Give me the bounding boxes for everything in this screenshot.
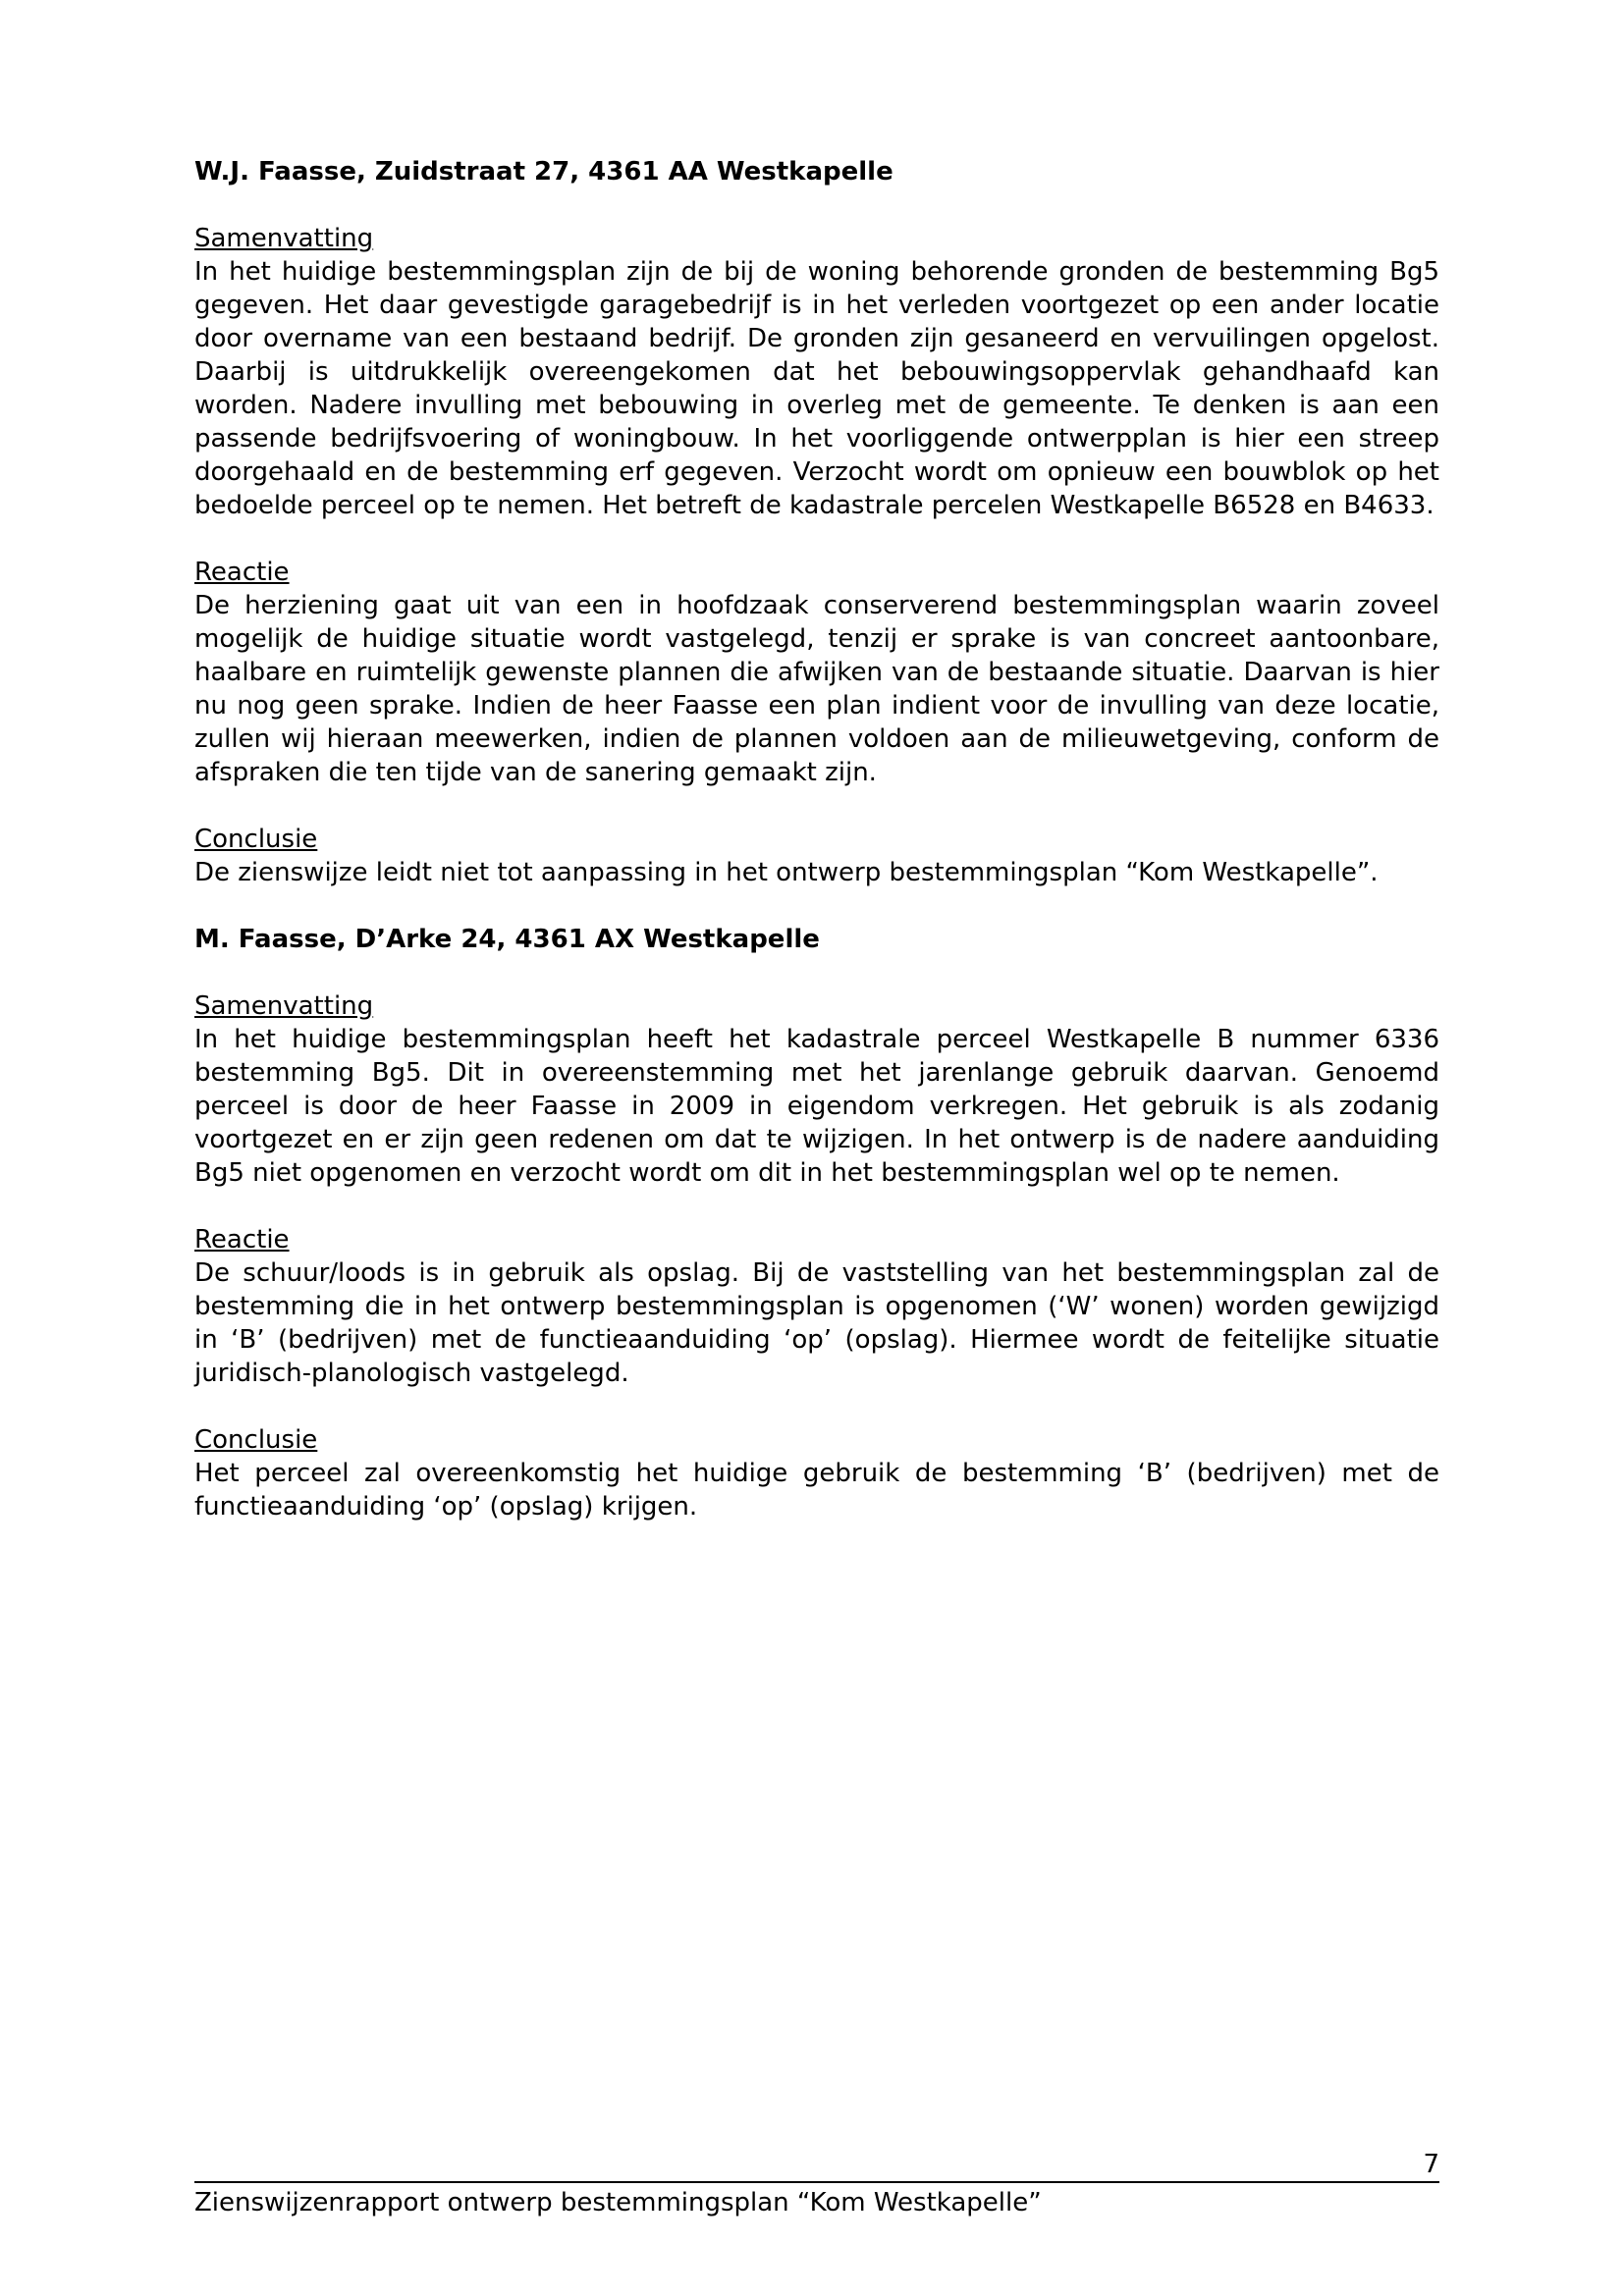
reaction-text: De herziening gaat uit van een in hoofdzaak conserverend bestemmingsplan waarin zoveel mogelijk de huidige situatie wordt vastgelegd, tenzij er sprake is van concreet aantoonbare, haalbare en ruimtelijk gewenste plannen die afwijken van de bestaande situatie. Daarvan is hier nu nog geen sprake. Indien de heer Faasse een plan indient voor de invulling van deze locatie, zullen wij hieraan meewerken, indien de plannen voldoen aan de milieuwetgeving, conform de afspraken die ten tijde van de sanering gemaakt zijn. [194, 591, 1439, 787]
summary-section [194, 222, 1439, 522]
page-footer [194, 2150, 1439, 2218]
page-number: 7 [1423, 2150, 1439, 2179]
conclusion-label: Conclusie [194, 1425, 318, 1455]
conclusion-section [194, 823, 1439, 889]
summary-section [194, 989, 1439, 1190]
footer-divider [194, 2181, 1439, 2183]
summary-text: In het huidige bestemmingsplan zijn de bij de woning behorende gronden de bestemming Bg5 gegeven. Het daar gevestigde garagebedrijf is in het verleden voortgezet op een ander locatie door overname van een bestaand bedrijf. De gronden zijn gesaneerd en vervuilingen opgelost. Daarbij is uitdrukkelijk overeengekomen dat het bebouwingsoppervlak gehandhaafd kan worden. Nadere invulling met bebouwing in overleg met de gemeente. Te denken is aan een passende bedrijfsvoering of woningbouw. In het voorliggende ontwerpplan is hier een streep doorgehaald en de bestemming erf gegeven. Verzocht wordt om opnieuw een bouwblok op het bedoelde perceel op te nemen. Het betreft de kadastrale percelen Westkapelle B6528 en B4633. [194, 257, 1439, 520]
document-body [194, 155, 1439, 1557]
reaction-label: Reactie [194, 1225, 290, 1255]
summary-label: Samenvatting [194, 224, 374, 253]
reaction-text: De schuur/loods is in gebruik als opslag. Bij de vaststelling van het bestemmingsplan zal de bestemming die in het ontwerp bestemmingsplan is opgenomen (‘W’ wonen) worden gewijzigd in ‘B’ (bedrijven) met de functieaanduiding ‘op’ (opslag). Hiermee wordt de feitelijke situatie juridisch-planologisch vastgelegd. [194, 1258, 1439, 1388]
entry-wj-faasse [194, 155, 1439, 889]
conclusion-label: Conclusie [194, 825, 318, 854]
entry-m-faasse [194, 923, 1439, 1523]
summary-label: Samenvatting [194, 991, 374, 1021]
summary-text: In het huidige bestemmingsplan heeft het kadastrale perceel Westkapelle B nummer 6336 bestemming Bg5. Dit in overeenstemming met het jarenlange gebruik daarvan. Genoemd perceel is door de heer Faasse in 2009 in eigendom verkregen. Het gebruik is als zodanig voortgezet en er zijn geen redenen om dat te wijzigen. In het ontwerp is de nadere aanduiding Bg5 niet opgenomen en verzocht wordt om dit in het bestemmingsplan wel op te nemen. [194, 1025, 1439, 1188]
reaction-label: Reactie [194, 558, 290, 587]
entry-heading: W.J. Faasse, Zuidstraat 27, 4361 AA Westkapelle [194, 157, 893, 187]
reaction-section [194, 1223, 1439, 1390]
entry-heading: M. Faasse, D’Arke 24, 4361 AX Westkapelle [194, 925, 820, 954]
conclusion-text: Het perceel zal overeenkomstig het huidige gebruik de bestemming ‘B’ (bedrijven) met de functieaanduiding ‘op’ (opslag) krijgen. [194, 1459, 1439, 1522]
conclusion-section [194, 1423, 1439, 1523]
reaction-section [194, 556, 1439, 789]
conclusion-text: De zienswijze leidt niet tot aanpassing in het ontwerp bestemmingsplan “Kom Westkapelle”. [194, 858, 1379, 887]
footer-title: Zienswijzenrapport ontwerp bestemmingsplan “Kom Westkapelle” [194, 2188, 1042, 2217]
